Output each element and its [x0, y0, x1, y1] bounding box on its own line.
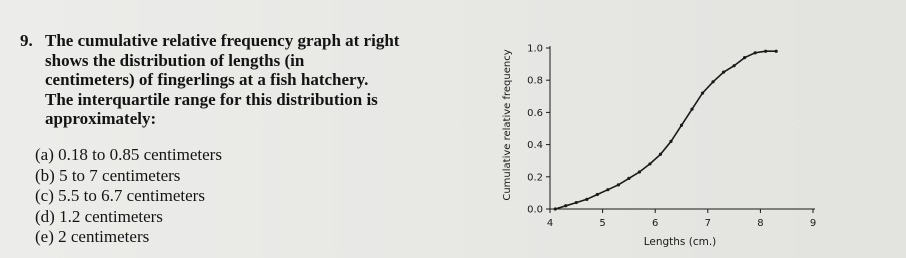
question-line: shows the distribution of lengths (in — [45, 50, 305, 70]
y-tick-label: 1.0 — [527, 43, 543, 55]
question-line: approximately: — [45, 109, 157, 128]
data-point — [733, 64, 736, 67]
option-b[interactable]: (b) 5 to 7 centimeters — [35, 165, 181, 185]
data-point — [680, 124, 683, 127]
question-line: centimeters) of fingerlings at a fish hatchery. — [45, 70, 369, 89]
option-e[interactable]: (e) 2 centimeters — [35, 227, 150, 246]
x-tick-label: 6 — [652, 218, 659, 229]
x-tick-label: 5 — [599, 218, 606, 229]
data-point — [575, 201, 578, 204]
chart-axes — [550, 46, 815, 209]
data-point — [711, 80, 714, 83]
data-point — [638, 170, 641, 173]
data-point — [659, 153, 662, 156]
data-point — [764, 50, 767, 53]
data-point — [722, 71, 725, 74]
answer-options — [35, 146, 222, 249]
data-point — [606, 188, 609, 191]
y-tick-group — [527, 44, 550, 216]
y-tick-label: 0.2 — [527, 172, 543, 184]
data-point — [564, 204, 567, 207]
data-point — [596, 193, 599, 196]
x-tick-label: 9 — [809, 218, 817, 229]
data-point — [627, 177, 630, 180]
x-tick-group — [547, 209, 816, 229]
series-line — [555, 51, 776, 209]
option-c[interactable]: (c) 5.5 to 6.7 centimeters — [35, 186, 205, 205]
data-point — [617, 183, 620, 186]
data-point — [585, 198, 588, 201]
question-line: The cumulative relative frequency graph at right — [45, 31, 400, 50]
data-point — [690, 108, 693, 111]
y-tick-label: 0.0 — [527, 204, 543, 216]
series-points — [554, 50, 778, 211]
x-tick-label: 7 — [704, 218, 711, 229]
data-point — [701, 91, 704, 94]
question-text — [45, 32, 475, 130]
x-axis-label: Lengths (cm.) — [643, 236, 717, 248]
background-strip — [809, 0, 906, 258]
data-point — [754, 51, 757, 54]
data-point — [775, 50, 778, 53]
data-point — [669, 140, 672, 143]
x-tick-label: 8 — [757, 218, 764, 229]
y-tick-label: 0.4 — [527, 140, 543, 152]
data-point — [743, 56, 746, 59]
data-point — [554, 207, 557, 210]
y-tick-label: 0.6 — [527, 107, 543, 119]
data-point — [648, 162, 651, 165]
cumulative-frequency-chart — [475, 30, 825, 255]
x-tick-label: 4 — [546, 218, 554, 229]
option-a[interactable]: (a) 0.18 to 0.85 centimeters — [35, 145, 222, 164]
y-axis-label: Cumulative relative frequency — [502, 49, 513, 201]
y-tick-label: 0.8 — [527, 75, 543, 87]
option-d[interactable]: (d) 1.2 centimeters — [35, 206, 163, 226]
question-line: The interquartile range for this distribution is — [45, 89, 378, 109]
question-number: 9. — [20, 31, 33, 50]
